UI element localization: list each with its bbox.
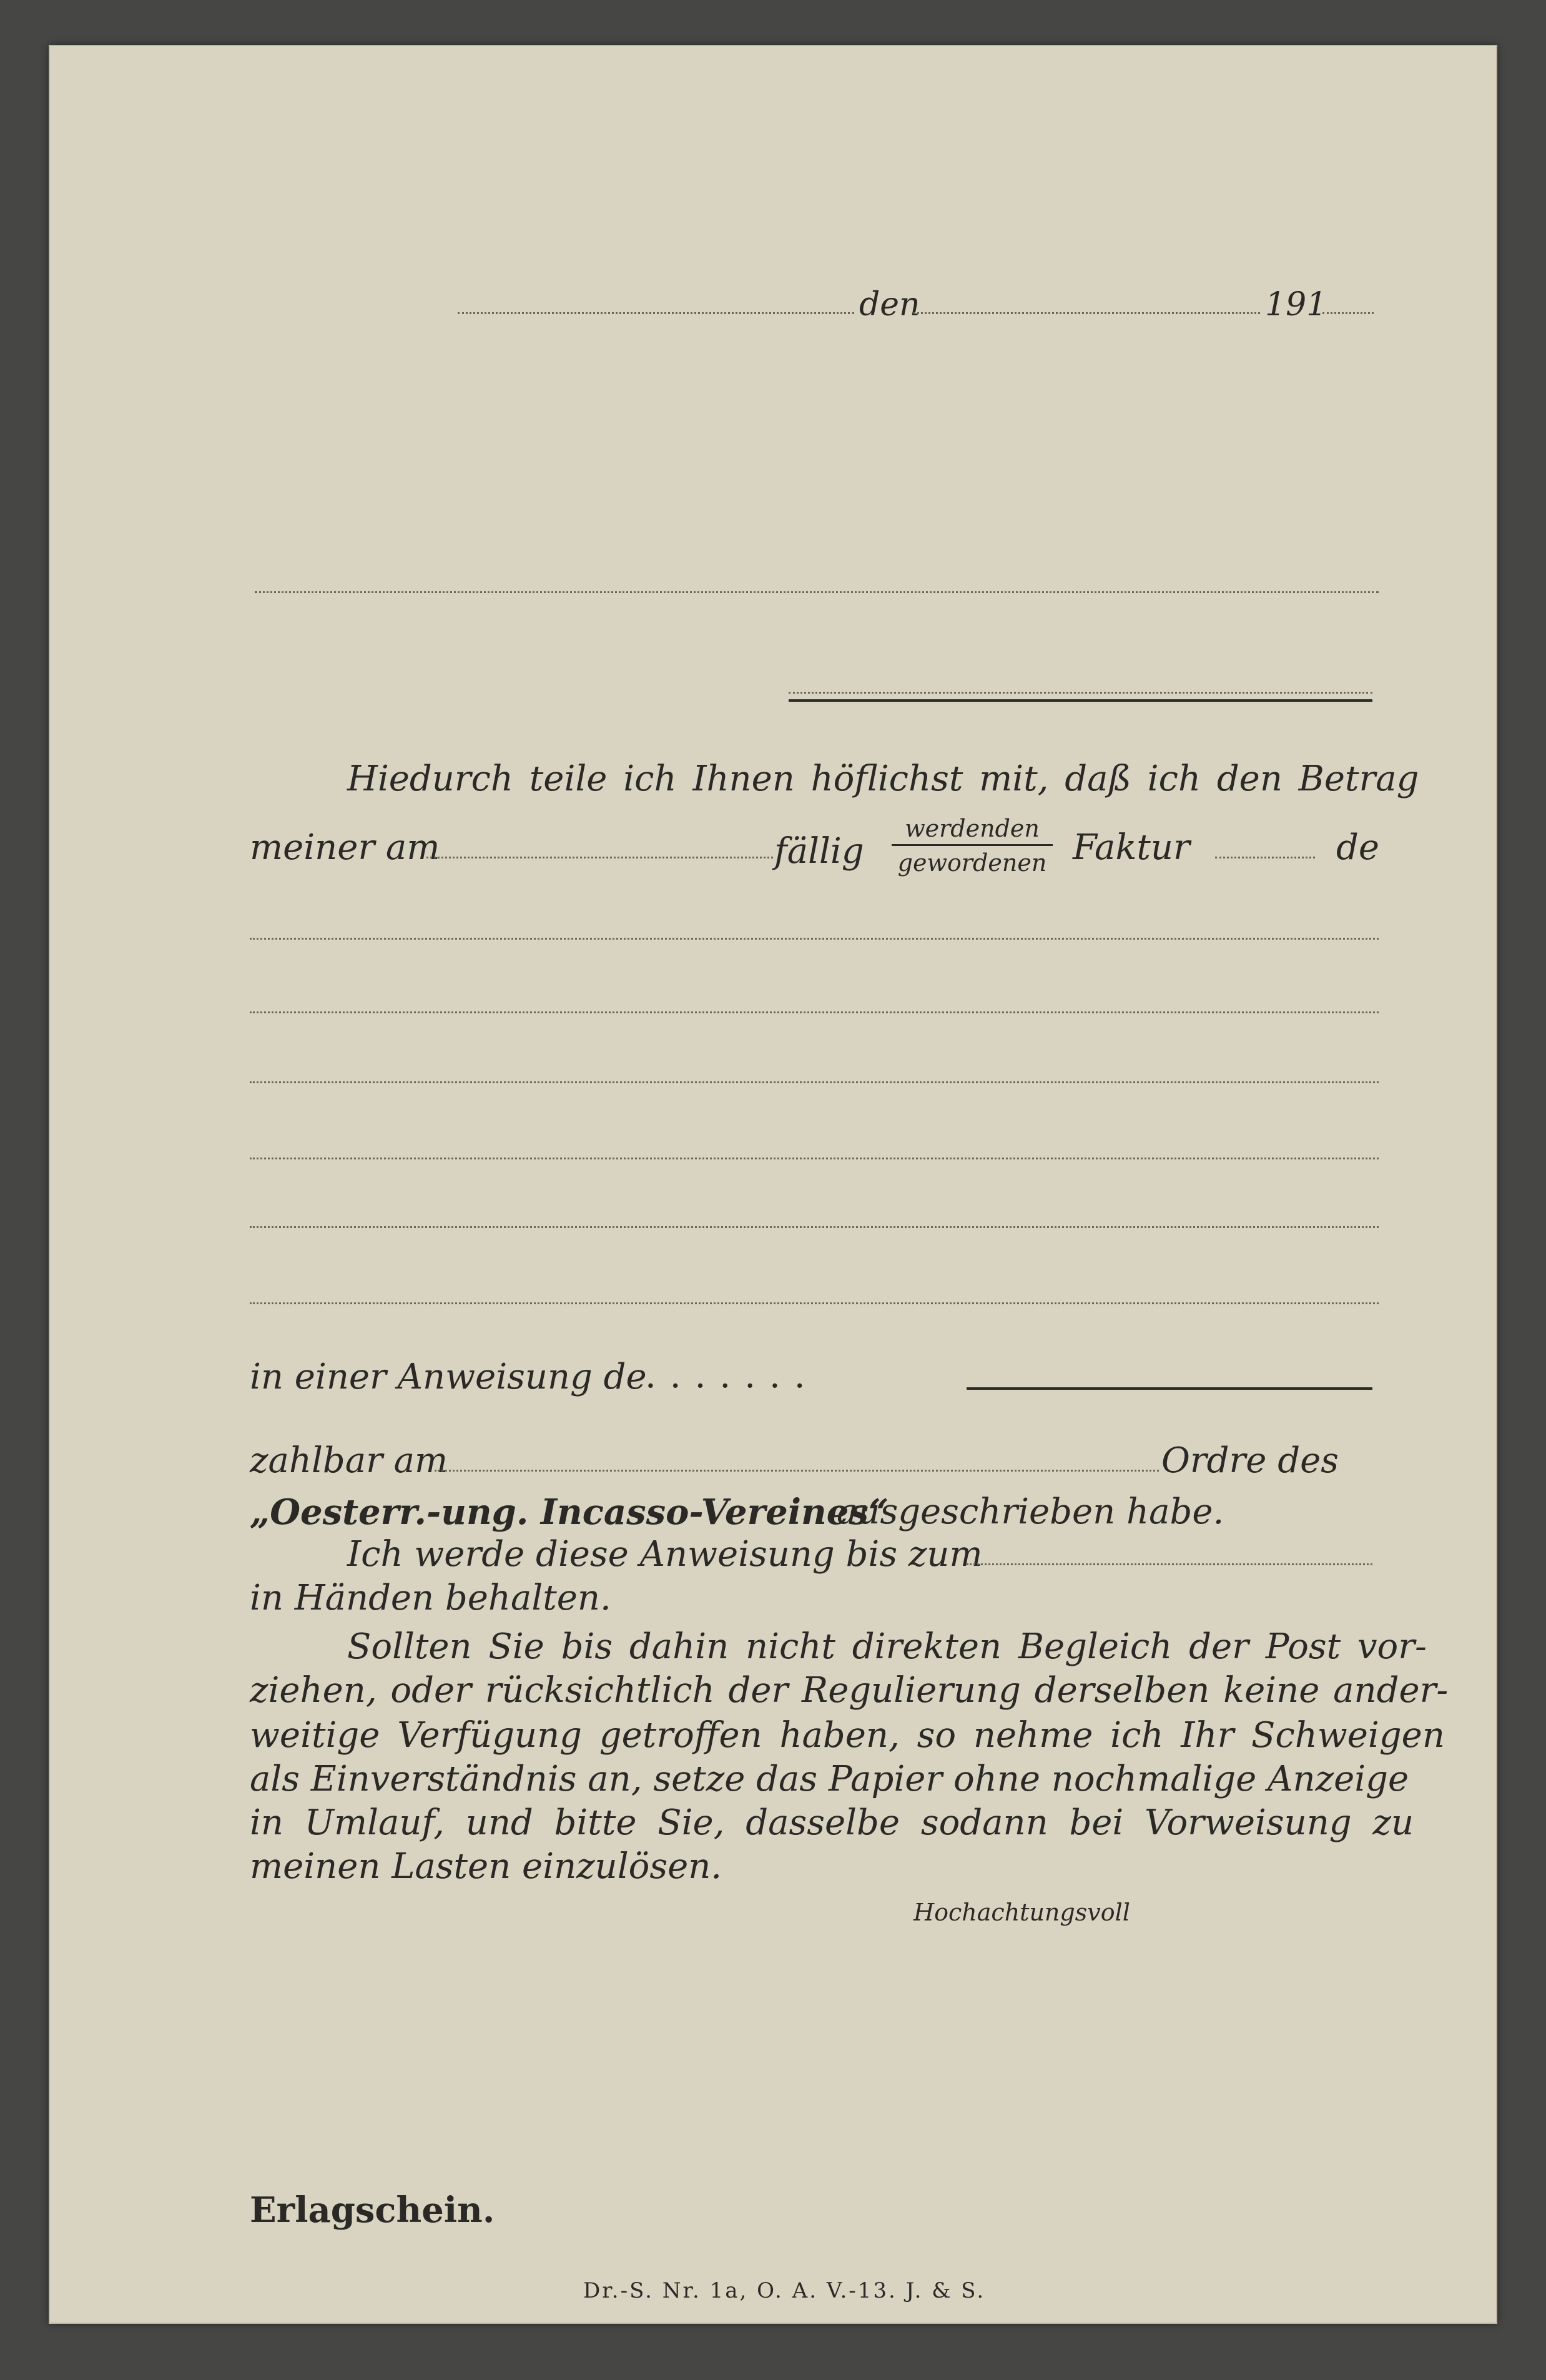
- faellig-label: fällig: [774, 831, 864, 872]
- fraction-bottom: gewordenen: [897, 849, 1047, 877]
- paragraph-line-4: als Einverständnis an, setze das Papier ohne nochmalige Anzeige: [250, 1759, 1409, 1799]
- faktur-label: Faktur: [1073, 827, 1190, 868]
- document-sheet: [49, 45, 1497, 2324]
- blank-line-5[interactable]: [250, 1226, 1379, 1228]
- blank-line-6[interactable]: [250, 1302, 1379, 1304]
- blank-line-2[interactable]: [250, 1011, 1379, 1013]
- fraction-top: werdenden: [905, 815, 1040, 842]
- paragraph-line-6: meinen Lasten einzulösen.: [250, 1846, 722, 1887]
- year-prefix: 191: [1265, 286, 1327, 323]
- werdenden-gewordenen-fraction: [892, 817, 1053, 875]
- ordre-des-label: Ordre des: [1161, 1440, 1339, 1481]
- ausgeschrieben-text: ausgeschrieben habe.: [837, 1492, 1224, 1532]
- closing-text: Hochachtungsvoll: [913, 1899, 1130, 1926]
- hold-until-field[interactable]: [967, 1563, 1372, 1565]
- anweisung-label: in einer Anweisung de: [250, 1357, 647, 1397]
- zahlbar-am-label: zahlbar am: [250, 1440, 448, 1481]
- address-underline-dots: [789, 692, 1372, 694]
- paragraph-line-1: Sollten Sie bis dahin nicht direkten Begleich der Post vor-: [347, 1626, 1427, 1667]
- in-haenden-text: in Händen behalten.: [250, 1578, 611, 1618]
- printer-mark: Dr.-S. Nr. 1a, O. A. V.-13. J. & S.: [583, 2278, 986, 2303]
- fraction-bar: [892, 844, 1053, 846]
- den-label: den: [859, 286, 920, 323]
- place-field[interactable]: [458, 312, 854, 314]
- intro-line-1: Hiedurch teile ich Ihnen höflichst mit, daß ich den Betrag: [347, 759, 1419, 799]
- blank-line-1[interactable]: [250, 938, 1379, 940]
- anweisung-dots: .......: [645, 1355, 819, 1396]
- date-field[interactable]: [913, 312, 1260, 314]
- ich-werde-text: Ich werde diese Anweisung bis zum: [347, 1534, 983, 1575]
- amount-field[interactable]: [967, 1387, 1372, 1390]
- blank-line-4[interactable]: [250, 1158, 1379, 1159]
- paragraph-line-5: in Umlauf, und bitte Sie, dasselbe sodann bei Vorweisung zu: [250, 1802, 1414, 1843]
- paragraph-line-3: weitige Verfügung getroffen haben, so nehme ich Ihr Schweigen: [250, 1715, 1445, 1756]
- address-line-1[interactable]: [255, 591, 1379, 593]
- year-field[interactable]: [1322, 312, 1374, 314]
- faktur-field[interactable]: [1215, 857, 1315, 858]
- de-label: de: [1336, 827, 1379, 868]
- blank-line-3[interactable]: [250, 1081, 1379, 1083]
- meiner-am-label: meiner am: [250, 827, 440, 868]
- invoice-date-field[interactable]: [426, 857, 773, 858]
- payable-date-field[interactable]: [435, 1470, 1159, 1472]
- verein-name: „Oesterr.-ung. Incasso-Vereines“: [250, 1492, 889, 1533]
- paragraph-line-2: ziehen, oder rücksichtlich der Regulierung derselben keine ander-: [250, 1670, 1449, 1711]
- address-underline: [789, 699, 1372, 702]
- form-title: Erlagschein.: [250, 2190, 495, 2231]
